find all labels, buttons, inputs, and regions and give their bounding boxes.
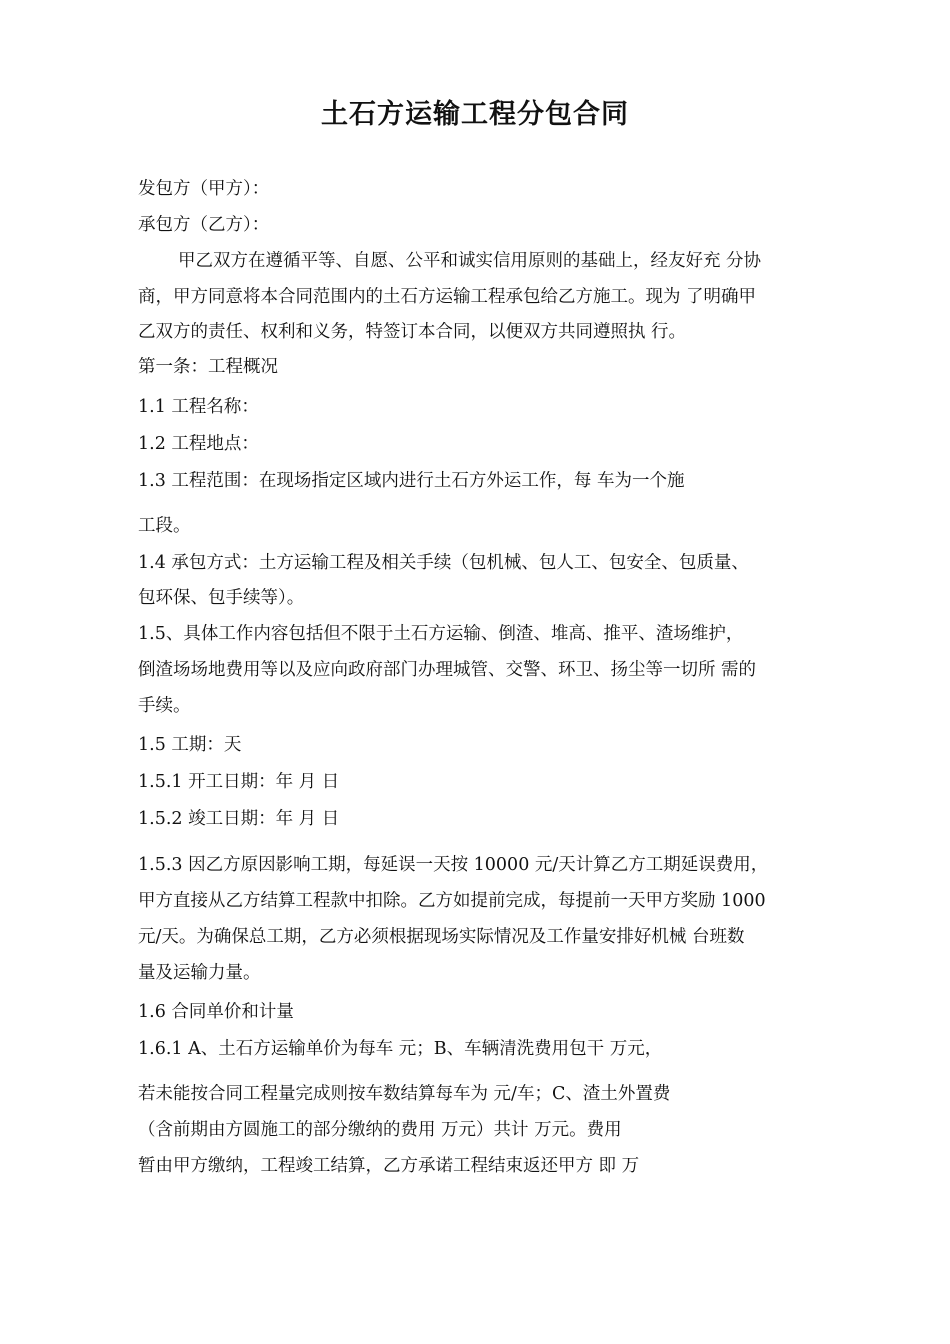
clause-1-6-heading: 1.6 合同单价和计量	[138, 1002, 294, 1022]
clause-1-6-1-line-4: 暂由甲方缴纳，工程竣工结算，乙方承诺工程结束返还甲方 即 万	[138, 1156, 640, 1176]
clause-1-3-line-2: 工段。	[138, 516, 191, 536]
clause-1-4-line-1: 1.4 承包方式：土方运输工程及相关手续（包机械、包人工、包安全、包质量、	[138, 553, 749, 573]
clause-1-5-2-end-date: 1.5.2 竣工日期：年 月 日	[138, 809, 340, 829]
clause-1-5-3-line-2: 甲方直接从乙方结算工程款中扣除。乙方如提前完成，每提前一天甲方奖励 1000	[138, 891, 766, 911]
clause-1-3-line-1: 1.3 工程范围：在现场指定区域内进行土石方外运工作，每 车为一个施	[138, 471, 685, 491]
clause-1-6-1-line-1: 1.6.1 A、土石方运输单价为每车 元；B、车辆清洗费用包干 万元，	[138, 1039, 663, 1059]
clause-1-2: 1.2 工程地点：	[138, 434, 259, 454]
clause-1-5-duration: 1.5 工期：天	[138, 735, 242, 755]
clause-1-4-line-2: 包环保、包手续等）。	[138, 588, 305, 608]
clause-1-5-scope-line-2: 倒渣场场地费用等以及应向政府部门办理城管、交警、环卫、扬尘等一切所 需的	[138, 660, 757, 680]
clause-1-5-scope-line-1: 1.5、具体工作内容包括但不限于土石方运输、倒渣、堆高、推平、渣场维护，	[138, 624, 744, 644]
party-a-line: 发包方（甲方）：	[138, 179, 270, 199]
clause-1-1: 1.1 工程名称：	[138, 397, 259, 417]
party-b-line: 承包方（乙方）：	[138, 215, 270, 235]
article-1-heading: 第一条：工程概况	[138, 357, 278, 377]
clause-1-6-1-line-3: （含前期由方圆施工的部分缴纳的费用 万元）共计 万元。费用	[138, 1120, 622, 1140]
preamble-line-3: 乙双方的责任、权利和义务，特签订本合同，以便双方共同遵照执 行。	[138, 322, 687, 342]
clause-1-5-3-line-3: 元/天。为确保总工期，乙方必须根据现场实际情况及工作量安排好机械 台班数	[138, 927, 745, 947]
clause-1-5-3-line-1: 1.5.3 因乙方原因影响工期，每延误一天按 10000 元/天计算乙方工期延误费用，	[138, 855, 769, 875]
clause-1-5-scope-line-3: 手续。	[138, 696, 191, 716]
preamble-line-1: 甲乙双方在遵循平等、自愿、公平和诚实信用原则的基础上，经友好充 分协	[178, 251, 762, 271]
clause-1-6-1-line-2: 若未能按合同工程量完成则按车数结算每车为 元/车；C、渣土外置费	[138, 1084, 671, 1104]
document-title: 土石方运输工程分包合同	[321, 99, 629, 130]
clause-1-5-3-line-4: 量及运输力量。	[138, 963, 261, 983]
preamble-line-2: 商，甲方同意将本合同范围内的土石方运输工程承包给乙方施工。现为 了明确甲	[138, 287, 757, 307]
clause-1-5-1-start-date: 1.5.1 开工日期：年 月 日	[138, 772, 340, 792]
